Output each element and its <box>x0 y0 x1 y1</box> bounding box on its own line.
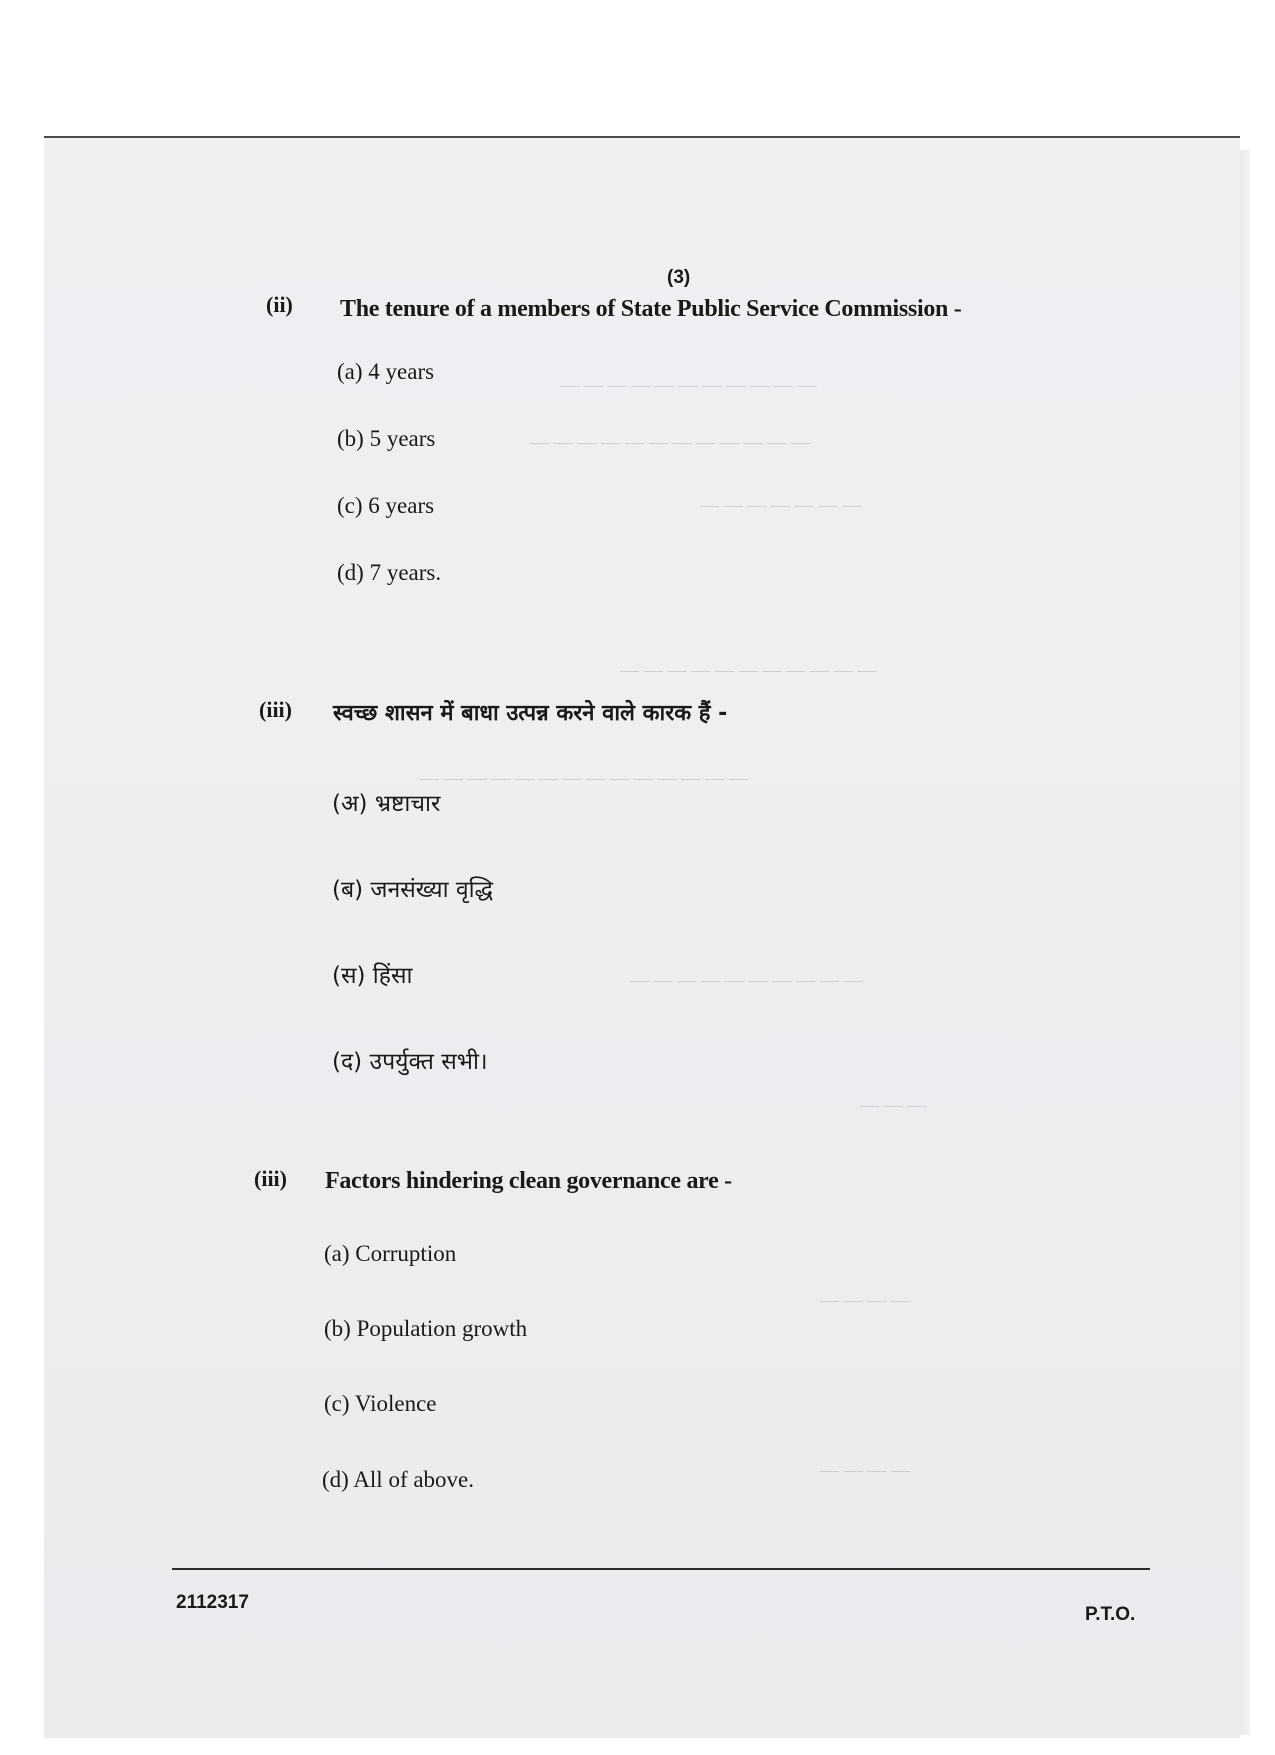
paper-code: 2112317 <box>176 1592 249 1613</box>
pto-label: P.T.O. <box>1085 1604 1136 1625</box>
question-number: (iii) <box>259 697 292 722</box>
option-c: (स) हिंसा <box>332 963 413 989</box>
option-b: (b) Population growth <box>324 1316 528 1341</box>
bleed-through-decoration: — — — — — — — — — — — <box>620 660 877 681</box>
question-text: स्वच्छ शासन में बाधा उत्पन्न करने वाले कारक हैं - <box>333 701 728 726</box>
option-c: (c) Violence <box>324 1391 437 1416</box>
footer-rule <box>172 1568 1150 1570</box>
option-d: (d) 7 years. <box>337 560 442 585</box>
question-number: (iii) <box>254 1166 287 1191</box>
option-a: (अ) भ्रष्टाचार <box>332 791 441 817</box>
bleed-through-decoration: — — — <box>860 1095 927 1116</box>
question-number: (ii) <box>266 292 293 317</box>
question-text: Factors hindering clean governance are - <box>325 1168 732 1194</box>
option-d: (द) उपर्युक्त सभी। <box>332 1049 488 1075</box>
bleed-through-decoration: — — — — — — — — — — <box>630 970 863 991</box>
option-b: (ब) जनसंख्या वृद्धि <box>332 877 493 903</box>
option-c: (c) 6 years <box>337 493 435 518</box>
bleed-through-decoration: — — — — — — — — — — — — — — <box>420 768 748 789</box>
bleed-through-decoration: — — — — <box>820 1290 911 1311</box>
bleed-through-decoration: — — — — — — — <box>700 495 862 516</box>
bleed-through-decoration: — — — — <box>820 1460 911 1481</box>
page-number: (3) <box>667 267 691 288</box>
bleed-through-decoration: — — — — — — — — — — — — <box>530 432 811 453</box>
option-a: (a) Corruption <box>324 1241 457 1266</box>
option-d: (d) All of above. <box>322 1467 475 1492</box>
question-text: The tenure of a members of State Public Service Commission - <box>340 296 962 322</box>
option-b: (b) 5 years <box>337 426 436 451</box>
option-a: (a) 4 years <box>337 359 435 384</box>
bleed-through-decoration: — — — — — — — — — — — <box>560 375 817 396</box>
